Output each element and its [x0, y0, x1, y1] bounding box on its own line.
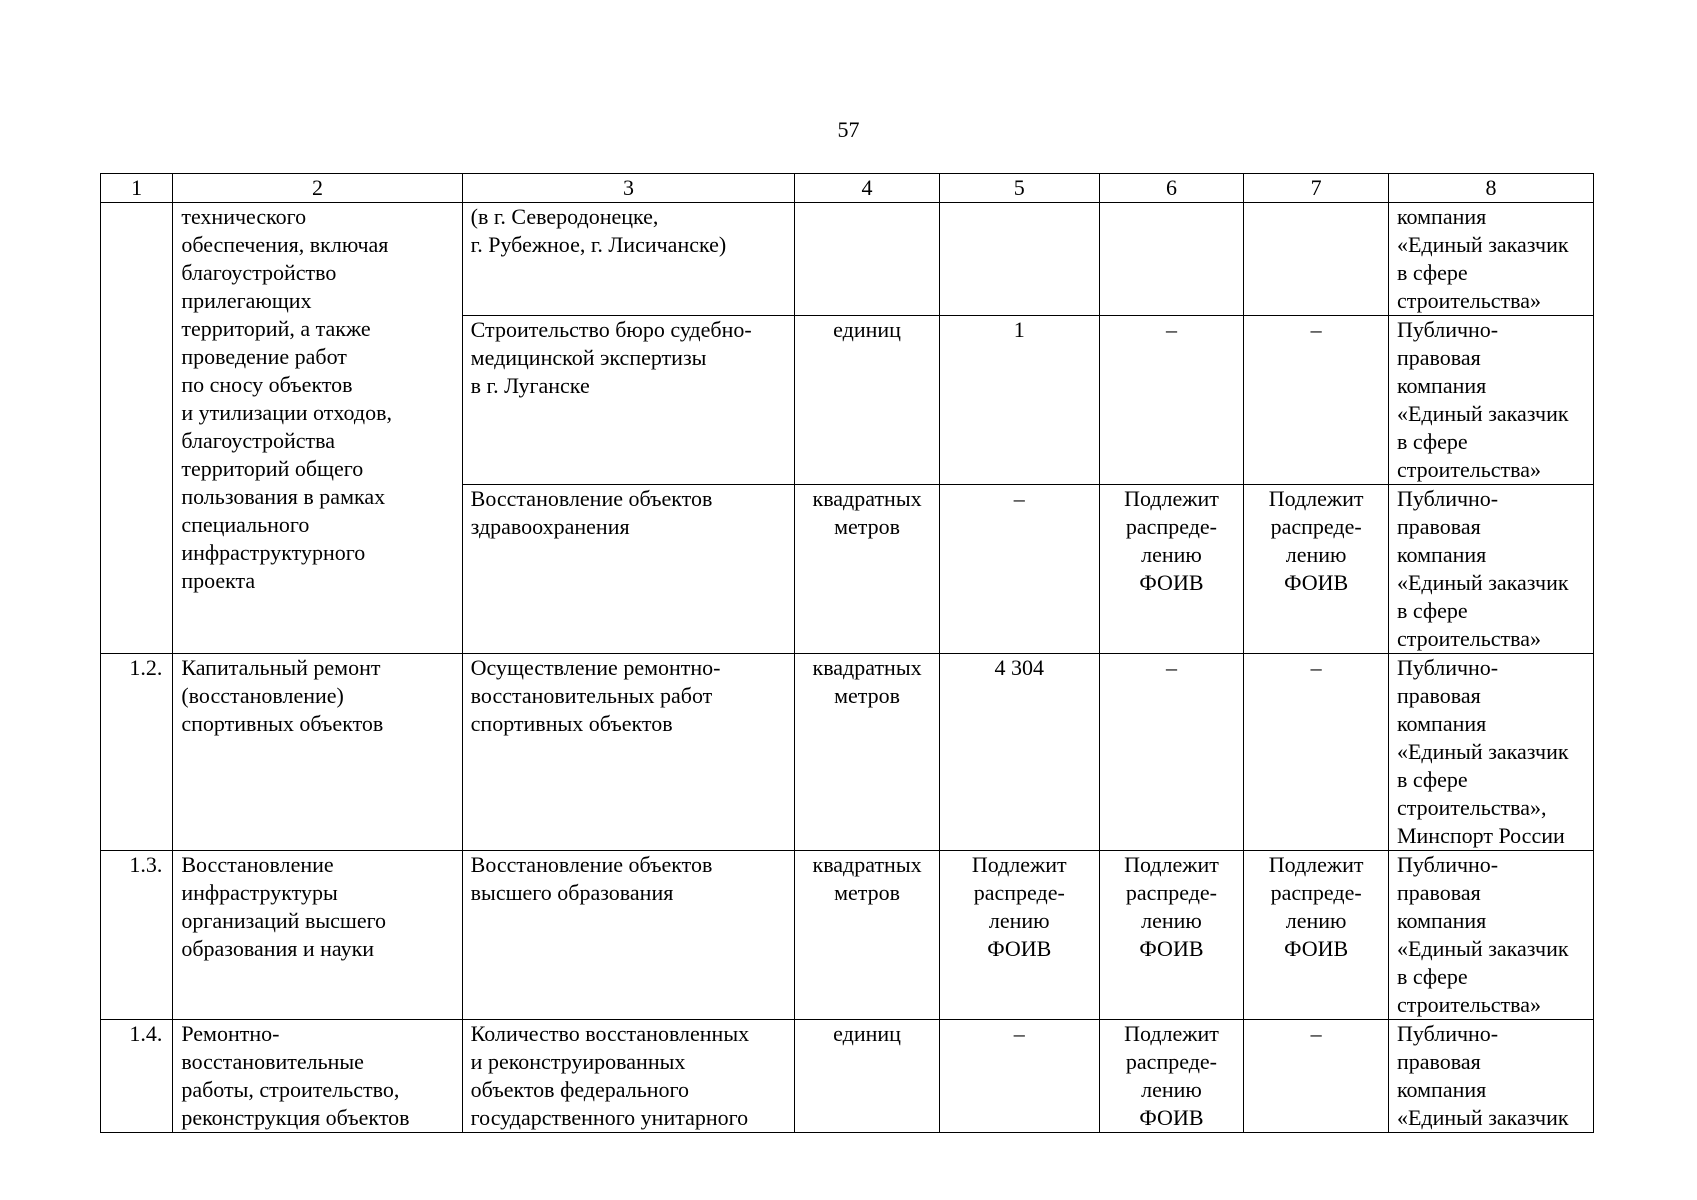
page-number: 57 — [837, 117, 860, 142]
table-row — [101, 654, 1594, 851]
indicator-cell: (в г. Северодонецке, г. Рубежное, г. Лисичанске) — [462, 203, 795, 316]
indicator-cell: Восстановление объектов здравоохранения — [462, 485, 795, 654]
table-header-row — [101, 174, 1594, 203]
responsible-cell: Публично- правовая компания «Единый заказчик в сфере строительства» — [1388, 485, 1593, 654]
unit-cell: единиц — [795, 316, 940, 485]
table-row — [101, 851, 1594, 1020]
responsible-cell: Публично- правовая компания «Единый заказчик в сфере строительства», Минспорт России — [1388, 654, 1593, 851]
value-cell — [1244, 203, 1389, 316]
indicator-cell: Строительство бюро судебно- медицинской экспертизы в г. Луганске — [462, 316, 795, 485]
unit-cell: квадратных метров — [795, 654, 940, 851]
measure-name-cell: Восстановление инфраструктуры организаций высшего образования и науки — [173, 851, 462, 1020]
header-cell: 3 — [462, 174, 795, 203]
value-cell: – — [1099, 316, 1244, 485]
header-cell: 8 — [1388, 174, 1593, 203]
measure-name-cell: технического обеспечения, включая благоустройство прилегающих территорий, а также проведение работ по сносу объектов и утилизации отходов, благоустройства территорий общего пользования в рамках специального инфраструктурного проекта — [173, 203, 462, 654]
measure-name-cell: Ремонтно- восстановительные работы, строительство, реконструкция объектов — [173, 1020, 462, 1133]
value-cell: Подлежит распреде- лению ФОИВ — [1244, 851, 1389, 1020]
unit-cell: единиц — [795, 1020, 940, 1133]
responsible-cell: Публично- правовая компания «Единый заказчик в сфере строительства» — [1388, 316, 1593, 485]
value-cell: – — [939, 485, 1099, 654]
responsible-cell: компания «Единый заказчик в сфере строительства» — [1388, 203, 1593, 316]
table-row — [101, 203, 1594, 316]
row-number-cell: 1.2. — [101, 654, 173, 851]
value-cell: – — [1244, 1020, 1389, 1133]
measure-name-cell: Капитальный ремонт (восстановление) спортивных объектов — [173, 654, 462, 851]
header-cell: 1 — [101, 174, 173, 203]
header-cell: 4 — [795, 174, 940, 203]
header-cell: 6 — [1099, 174, 1244, 203]
row-number-cell: 1.3. — [101, 851, 173, 1020]
indicator-cell: Количество восстановленных и реконструированных объектов федерального государственного унитарного — [462, 1020, 795, 1133]
header-cell: 7 — [1244, 174, 1389, 203]
value-cell: – — [939, 1020, 1099, 1133]
measures-table — [100, 173, 1594, 1133]
value-cell: Подлежит распреде- лению ФОИВ — [1244, 485, 1389, 654]
value-cell: 1 — [939, 316, 1099, 485]
value-cell: Подлежит распреде- лению ФОИВ — [1099, 1020, 1244, 1133]
value-cell — [939, 203, 1099, 316]
unit-cell — [795, 203, 940, 316]
value-cell: Подлежит распреде- лению ФОИВ — [939, 851, 1099, 1020]
indicator-cell: Осуществление ремонтно- восстановительных работ спортивных объектов — [462, 654, 795, 851]
unit-cell: квадратных метров — [795, 485, 940, 654]
table-row — [101, 1020, 1594, 1133]
unit-cell: квадратных метров — [795, 851, 940, 1020]
responsible-cell: Публично- правовая компания «Единый заказчик в сфере строительства» — [1388, 851, 1593, 1020]
responsible-cell: Публично- правовая компания «Единый заказчик — [1388, 1020, 1593, 1133]
value-cell: – — [1244, 654, 1389, 851]
value-cell: – — [1099, 654, 1244, 851]
value-cell: 4 304 — [939, 654, 1099, 851]
value-cell: Подлежит распреде- лению ФОИВ — [1099, 851, 1244, 1020]
row-number-cell — [101, 203, 173, 654]
value-cell: Подлежит распреде- лению ФОИВ — [1099, 485, 1244, 654]
value-cell — [1099, 203, 1244, 316]
value-cell: – — [1244, 316, 1389, 485]
header-cell: 2 — [173, 174, 462, 203]
indicator-cell: Восстановление объектов высшего образования — [462, 851, 795, 1020]
header-cell: 5 — [939, 174, 1099, 203]
row-number-cell: 1.4. — [101, 1020, 173, 1133]
